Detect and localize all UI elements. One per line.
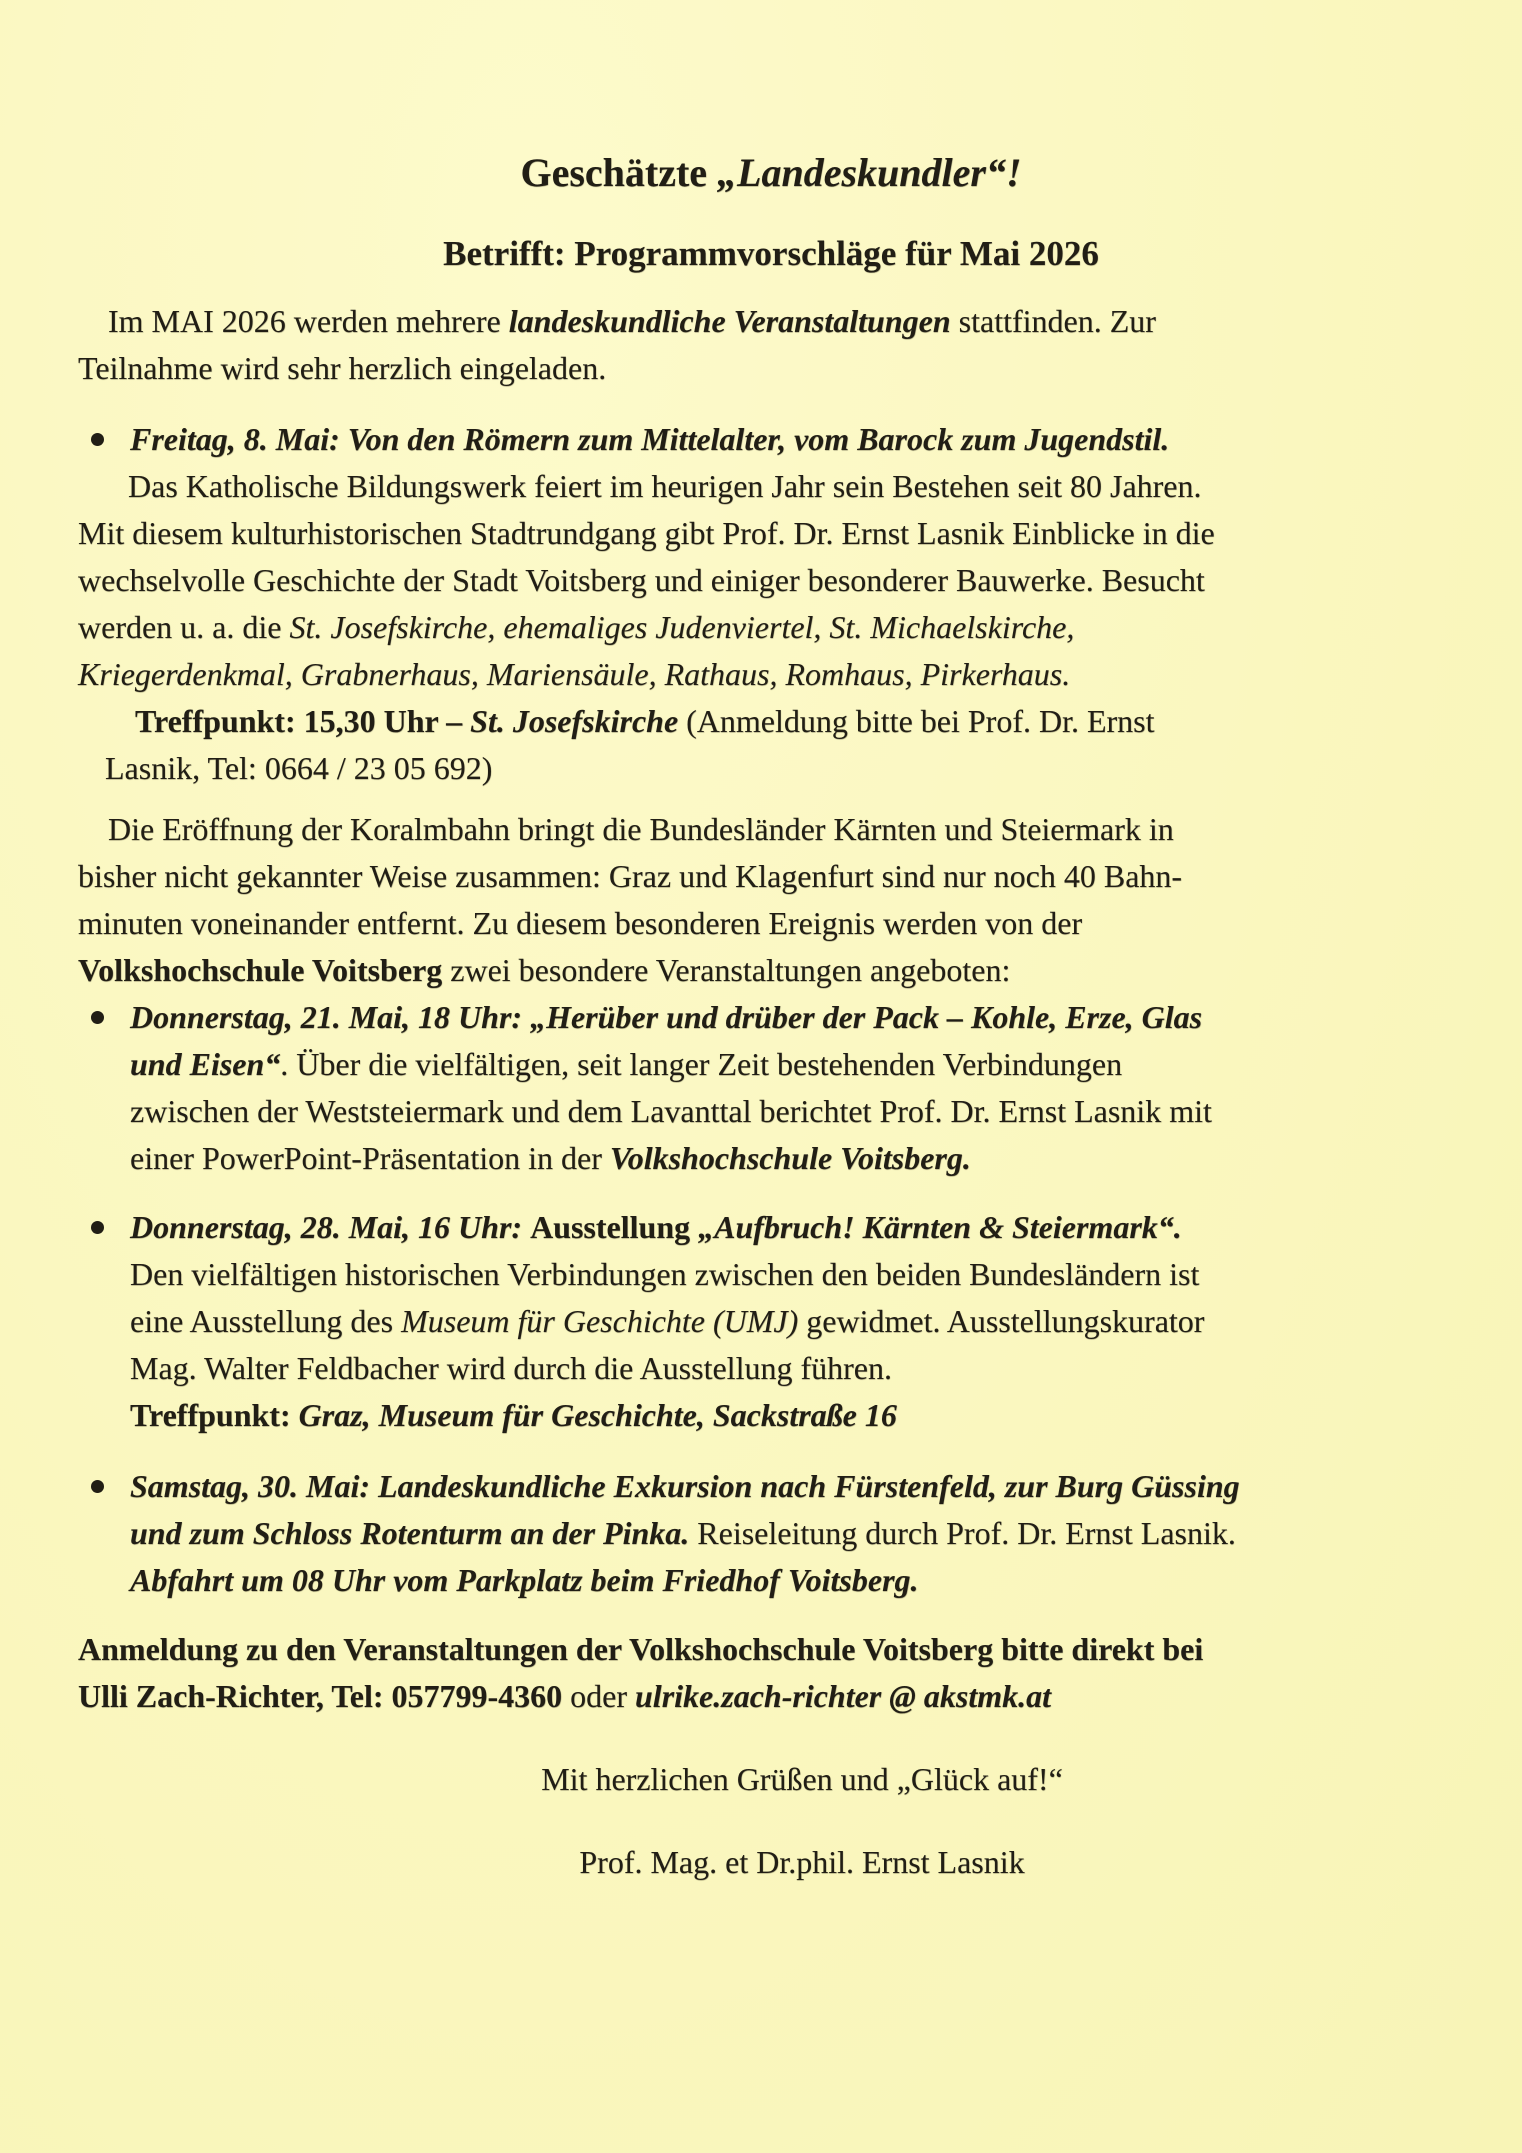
- event-3-date: Donnerstag, 28. Mai, 16 Uhr:: [130, 1209, 531, 1245]
- event-2-title-end: und Eisen“: [130, 1046, 281, 1082]
- koralmbahn-line-4: [78, 947, 1464, 994]
- registration-paragraph: [78, 1626, 1464, 1720]
- event-1-body-line-1: Das Katholische Bildungswerk feiert im heurigen Jahr sein Bestehen seit 80 Jahren.: [128, 468, 1202, 504]
- event-1-body-line-3: wechselvolle Geschichte der Stadt Voitsberg und einiger besonderer Bauwerke. Besucht: [78, 562, 1205, 598]
- page-title: [78, 150, 1464, 196]
- meeting-point-place: St. Josefskirche: [470, 703, 679, 739]
- event-3-line-4: Mag. Walter Feldbacher wird durch die Ausstellung führen.: [130, 1350, 892, 1386]
- event-4-title-end: und zum Schloss Rotenturm an der Pinka.: [130, 1515, 690, 1551]
- meeting-note: (Anmeldung bitte bei Prof. Dr. Ernst: [678, 703, 1155, 739]
- landmarks-list: St. Josefskirche, ehemaliges Judenviertel, St. Michaelskirche,: [289, 609, 1075, 645]
- intro-line-1: [78, 298, 1464, 345]
- meeting-point-label: Treffpunkt: 15,30 Uhr –: [135, 703, 471, 739]
- body-text: einer PowerPoint-Präsentation in der: [130, 1140, 610, 1176]
- intro-emphasis: landeskundliche Veranstaltungen: [508, 303, 951, 339]
- title-lead: Geschätzte: [520, 150, 718, 195]
- koralmbahn-line-1: Die Eröffnung der Koralmbahn bringt die Bundesländer Kärnten und Steiermark in: [108, 811, 1174, 847]
- subject-line: Betrifft: Programmvorschläge für Mai 2026: [443, 234, 1099, 273]
- event-1-meeting-line-1: [78, 698, 1464, 745]
- intro-line-2: Teilnahme wird sehr herzlich eingeladen.: [78, 350, 607, 386]
- title-emphasis: „Landeskundler“!: [717, 150, 1022, 195]
- bullet-icon: [91, 1011, 104, 1024]
- event-2-line-2: [130, 1041, 1464, 1088]
- body-text: . Über die vielfältigen, seit langer Zeit bestehenden Verbindungen: [280, 1046, 1123, 1082]
- event-3-meeting: [130, 1392, 1464, 1439]
- event-3-line-2: Den vielfältigen historischen Verbindungen zwischen den beiden Bundesländern ist: [130, 1256, 1200, 1292]
- body-text: gewidmet. Ausstellungskurator: [798, 1303, 1205, 1339]
- event-3-title: [130, 1204, 1464, 1251]
- vhs-name: Volkshochschule Voitsberg: [78, 952, 443, 988]
- event-1-body-line-2: Mit diesem kulturhistorischen Stadtrundgang gibt Prof. Dr. Ernst Lasnik Einblicke in die: [78, 515, 1215, 551]
- event-2-title: Donnerstag, 21. Mai, 18 Uhr: „Herüber und drüber der Pack – Kohle, Erze, Glas: [130, 999, 1203, 1035]
- koralmbahn-paragraph: [78, 806, 1464, 994]
- registration-line-2: [78, 1673, 1464, 1720]
- closing-line: Mit herzlichen Grüßen und „Glück auf!“: [541, 1761, 1063, 1797]
- event-4: [78, 1463, 1464, 1604]
- event-1-body-line-5: Kriegerdenkmal, Grabnerhaus, Mariensäule, Rathaus, Romhaus, Pirkerhaus.: [78, 656, 1071, 692]
- body-text: Reiseleitung durch Prof. Dr. Ernst Lasnik.: [689, 1515, 1236, 1551]
- event-1-heading: [78, 416, 1464, 463]
- event-3-type: Ausstellung: [530, 1209, 699, 1245]
- event-2-line-3: zwischen der Weststeiermark und dem Lavanttal berichtet Prof. Dr. Ernst Lasnik mit: [130, 1093, 1212, 1129]
- bullet-icon: [91, 1480, 104, 1493]
- event-3-line-3: [130, 1298, 1464, 1345]
- koralmbahn-line-2: bisher nicht gekannter Weise zusammen: Graz und Klagenfurt sind nur noch 40 Bahn-: [78, 858, 1183, 894]
- event-4-title: Samstag, 30. Mai: Landeskundliche Exkursion nach Fürstenfeld, zur Burg Güssing: [130, 1468, 1240, 1504]
- intro-paragraph: [78, 298, 1464, 392]
- event-2-line-4: [130, 1135, 1464, 1182]
- event-1-title: Freitag, 8. Mai: Von den Römern zum Mittelalter, vom Barock zum Jugendstil.: [130, 421, 1170, 457]
- museum-name: Museum für Geschichte (UMJ): [401, 1303, 799, 1339]
- event-2: [78, 994, 1464, 1182]
- contact-email: ulrike.zach-richter @ akstmk.at: [635, 1678, 1051, 1714]
- bullet-icon: [91, 433, 104, 446]
- contact-name-phone: Ulli Zach-Richter, Tel: 057799-4360: [78, 1678, 563, 1714]
- koralmbahn-line-3: minuten voneinander entfernt. Zu diesem besonderen Ereignis werden von der: [78, 905, 1083, 941]
- vhs-name: Volkshochschule Voitsberg.: [609, 1140, 971, 1176]
- event-3-exhibition-name: „Aufbruch! Kärnten & Steiermark“.: [698, 1209, 1182, 1245]
- meeting-point-label: Treffpunkt:: [130, 1397, 299, 1433]
- body-text: oder: [562, 1678, 635, 1714]
- event-3: [78, 1204, 1464, 1439]
- meeting-point-place: Graz, Museum für Geschichte, Sackstraße 16: [298, 1397, 897, 1433]
- event-1-meeting-line-2: Lasnik, Tel: 0664 / 23 05 692): [105, 750, 493, 786]
- registration-line-1: Anmeldung zu den Veranstaltungen der Volkshochschule Voitsberg bitte direkt bei: [78, 1631, 1204, 1667]
- intro-text: Im MAI 2026 werden mehrere: [108, 303, 509, 339]
- event-1-body: [78, 463, 1464, 792]
- bullet-icon: [91, 1221, 104, 1234]
- body-text: zwei besondere Veranstaltungen angeboten:: [442, 952, 1011, 988]
- event-4-line-2: [130, 1510, 1464, 1557]
- body-text: werden u. a. die: [78, 609, 290, 645]
- signature-line: Prof. Mag. et Dr.phil. Ernst Lasnik: [579, 1844, 1025, 1880]
- body-text: eine Ausstellung des: [130, 1303, 402, 1339]
- event-4-departure: Abfahrt um 08 Uhr vom Parkplatz beim Friedhof Voitsberg.: [130, 1562, 919, 1598]
- intro-text: stattfinden. Zur: [950, 303, 1156, 339]
- event-1-body-line-4: [78, 604, 1464, 651]
